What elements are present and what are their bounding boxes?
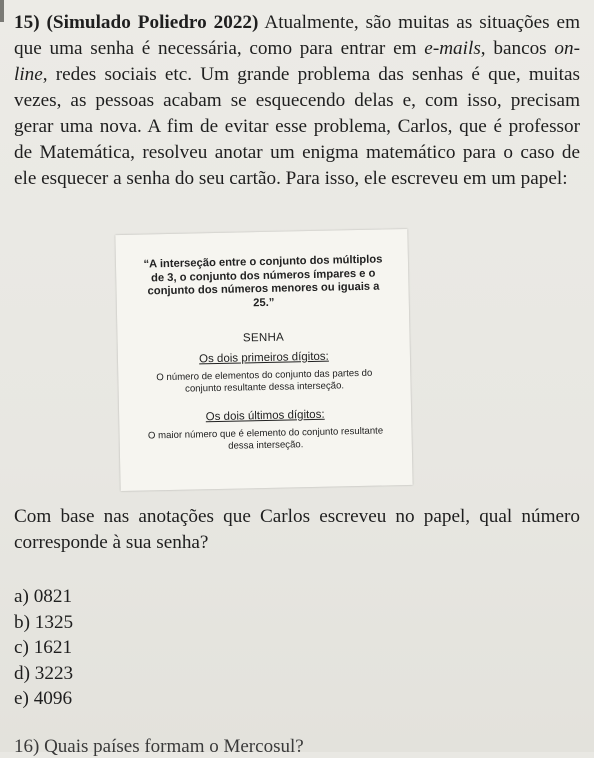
option-b[interactable]: b) 1325 [14,611,74,633]
online-term: on-line [14,38,580,85]
enigma-quote: “A interseção entre o conjunto dos múltiplos de 3, o conjunto dos números ímpares e o conjunto dos números menores ou iguais a 25.” [143,253,383,309]
emails-term: e-mails [424,38,481,59]
question-prompt: Com base nas anotações que Carlos escreveu no papel, qual número corresponde à sua senha? [14,506,580,553]
answer-options [14,584,73,712]
next-question-partial: 16) Quais países formam o Mercosul? [14,736,304,757]
option-d[interactable]: d) 3223 [14,662,74,684]
option-c[interactable]: c) 1621 [14,637,73,658]
note-paper [115,229,412,491]
first-digits-title: Os dois primeiros dígitos: [198,350,329,366]
question-source: (Simulado Poliedro 2022) [46,12,259,33]
question-text [14,10,580,192]
senha-heading: SENHA [242,331,285,345]
question-body-3: , redes sociais etc. Um grande problema das senhas é que, muitas vezes, as pessoas acabam se esquecendo delas e, com isso, precisam gerar uma nova. A fim de evitar esse problema, Carlos, que é professor de Matemática, resolveu anotar um enigma matemático para o caso de ele esquecer a senha do seu cartão. Para isso, ele escreveu em um papel: [14,64,580,189]
first-digits-desc: O número de elementos do conjunto das partes do conjunto resultante dessa interseção. [156,367,373,395]
option-e[interactable]: e) 4096 [14,688,73,709]
question-number: 15) [14,12,40,33]
last-digits-desc: O maior número que é elemento do conjunto resultante dessa interseção. [147,425,384,452]
question-body-1: Atualmente, são muitas as situações em que uma senha é necessária, como para entrar em [14,12,580,59]
option-a[interactable]: a) 0821 [14,586,73,607]
question-body-2: , bancos [480,38,555,59]
scan-edge [0,0,4,22]
last-digits-title: Os dois últimos dígitos: [205,408,325,424]
